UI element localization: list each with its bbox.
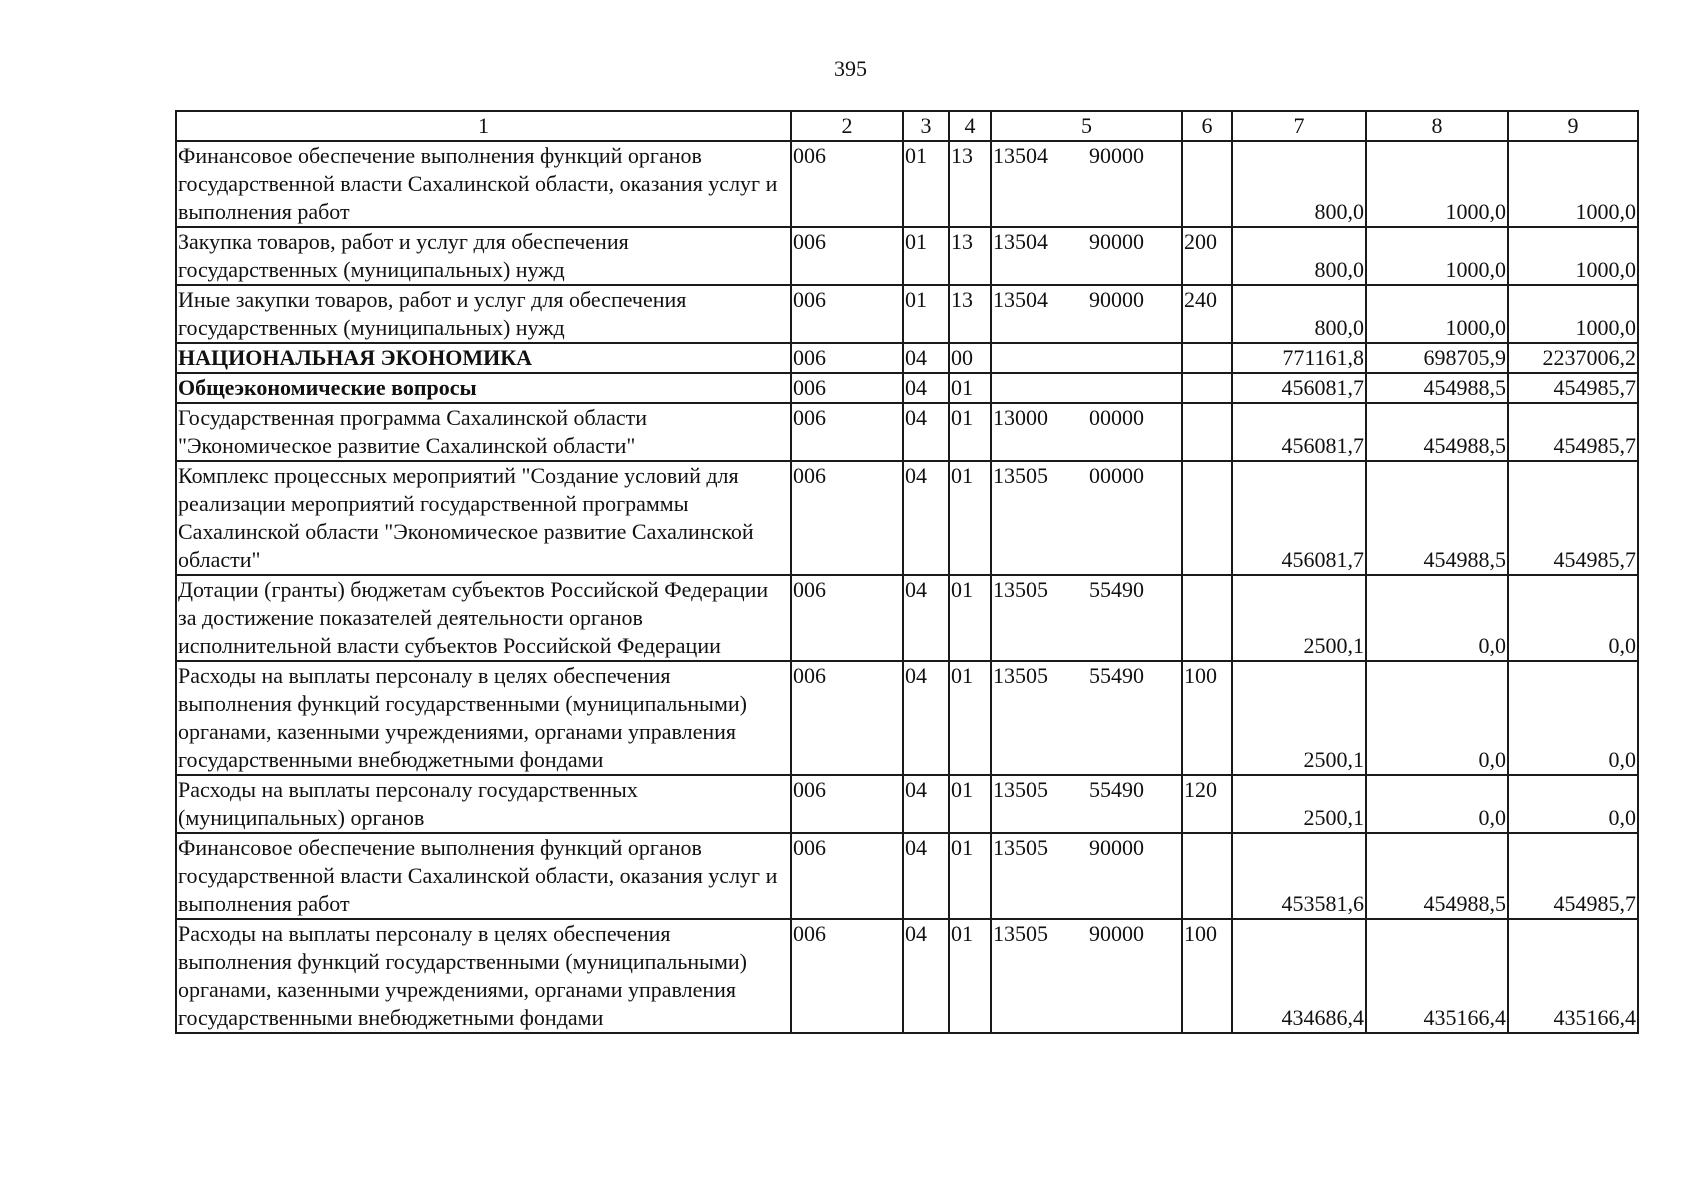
- amount-col-8: 435166,4: [1366, 919, 1508, 1033]
- code-target-program: 13504: [993, 143, 1048, 168]
- code-ministry: 006: [791, 227, 903, 285]
- header-cell: 4: [949, 111, 991, 141]
- code-target-article: [991, 461, 1182, 575]
- amount-col-9: 435166,4: [1508, 919, 1638, 1033]
- code-expense-type: 200: [1182, 227, 1232, 285]
- code-target-article: [991, 373, 1182, 403]
- header-cell: 3: [903, 111, 949, 141]
- code-target-program: 13505: [993, 577, 1048, 602]
- amount-col-7: 456081,7: [1232, 403, 1366, 461]
- code-section: 04: [903, 833, 949, 919]
- amount-col-9: 0,0: [1508, 661, 1638, 775]
- row-name: Комплекс процессных мероприятий "Создание условий для реализации мероприятий государственной программы Сахалинской области "Экономическое развитие Сахалинской области": [176, 461, 791, 575]
- code-section: 01: [903, 285, 949, 343]
- code-subsection: 13: [949, 141, 991, 227]
- code-ministry: 006: [791, 141, 903, 227]
- amount-col-9: 0,0: [1508, 575, 1638, 661]
- code-target-direction: 55490: [1089, 577, 1144, 602]
- amount-col-7: 453581,6: [1232, 833, 1366, 919]
- amount-col-9: 454985,7: [1508, 461, 1638, 575]
- table-row: [176, 919, 1638, 1033]
- code-subsection: 01: [949, 919, 991, 1033]
- code-target-direction: 90000: [1089, 143, 1144, 168]
- code-ministry: 006: [791, 373, 903, 403]
- code-section: 04: [903, 461, 949, 575]
- amount-col-9: 2237006,2: [1508, 343, 1638, 373]
- amount-col-9: 1000,0: [1508, 227, 1638, 285]
- code-section: 04: [903, 919, 949, 1033]
- code-target-direction: 00000: [1089, 463, 1144, 488]
- amount-col-7: 2500,1: [1232, 575, 1366, 661]
- code-target-program: 13505: [993, 777, 1048, 802]
- code-target-program: 13505: [993, 835, 1048, 860]
- table-row: [176, 775, 1638, 833]
- code-expense-type: 120: [1182, 775, 1232, 833]
- amount-col-8: 1000,0: [1366, 227, 1508, 285]
- code-subsection: 01: [949, 775, 991, 833]
- amount-col-8: 1000,0: [1366, 141, 1508, 227]
- amount-col-9: 1000,0: [1508, 141, 1638, 227]
- row-name: Финансовое обеспечение выполнения функций органов государственной власти Сахалинской области, оказания услуг и выполнения работ: [176, 833, 791, 919]
- row-name: НАЦИОНАЛЬНАЯ ЭКОНОМИКА: [176, 343, 791, 373]
- code-subsection: 00: [949, 343, 991, 373]
- header-cell: 2: [791, 111, 903, 141]
- table-row: [176, 575, 1638, 661]
- row-name: Иные закупки товаров, работ и услуг для обеспечения государственных (муниципальных) нужд: [176, 285, 791, 343]
- table-row: [176, 227, 1638, 285]
- code-ministry: 006: [791, 403, 903, 461]
- header-cell: 8: [1366, 111, 1508, 141]
- amount-col-8: 0,0: [1366, 775, 1508, 833]
- amount-col-8: 1000,0: [1366, 285, 1508, 343]
- amount-col-7: 434686,4: [1232, 919, 1366, 1033]
- code-target-article: [991, 575, 1182, 661]
- code-section: 04: [903, 343, 949, 373]
- row-name: Расходы на выплаты персоналу в целях обеспечения выполнения функций государственными (муниципальными) органами, казенными учреждениями, органами управления государственными внебюджетными фондами: [176, 919, 791, 1033]
- code-expense-type: [1182, 403, 1232, 461]
- code-expense-type: [1182, 141, 1232, 227]
- code-subsection: 01: [949, 461, 991, 575]
- row-name: Финансовое обеспечение выполнения функций органов государственной власти Сахалинской области, оказания услуг и выполнения работ: [176, 141, 791, 227]
- code-subsection: 01: [949, 373, 991, 403]
- amount-col-8: 698705,9: [1366, 343, 1508, 373]
- amount-col-7: 800,0: [1232, 285, 1366, 343]
- code-target-program: 13505: [993, 663, 1048, 688]
- code-target-article: [991, 227, 1182, 285]
- amount-col-7: 771161,8: [1232, 343, 1366, 373]
- code-expense-type: [1182, 575, 1232, 661]
- budget-table: [175, 110, 1639, 1034]
- header-cell: 1: [176, 111, 791, 141]
- header-cell: 6: [1182, 111, 1232, 141]
- amount-col-9: 454985,7: [1508, 373, 1638, 403]
- code-target-direction: 55490: [1089, 777, 1144, 802]
- amount-col-7: 800,0: [1232, 141, 1366, 227]
- code-expense-type: [1182, 461, 1232, 575]
- table-row: [176, 461, 1638, 575]
- code-subsection: 01: [949, 661, 991, 775]
- amount-col-7: 2500,1: [1232, 775, 1366, 833]
- code-expense-type: [1182, 373, 1232, 403]
- table-row: [176, 285, 1638, 343]
- code-expense-type: 240: [1182, 285, 1232, 343]
- row-name: Расходы на выплаты персоналу государственных (муниципальных) органов: [176, 775, 791, 833]
- code-target-article: [991, 919, 1182, 1033]
- code-ministry: 006: [791, 919, 903, 1033]
- code-section: 01: [903, 141, 949, 227]
- code-target-article: [991, 343, 1182, 373]
- amount-col-9: 454985,7: [1508, 833, 1638, 919]
- code-target-direction: 90000: [1089, 835, 1144, 860]
- amount-col-9: 1000,0: [1508, 285, 1638, 343]
- amount-col-8: 0,0: [1366, 661, 1508, 775]
- row-name: Дотации (гранты) бюджетам субъектов Российской Федерации за достижение показателей деятельности органов исполнительной власти субъектов Российской Федерации: [176, 575, 791, 661]
- code-target-article: [991, 285, 1182, 343]
- amount-col-7: 800,0: [1232, 227, 1366, 285]
- code-section: 04: [903, 373, 949, 403]
- amount-col-8: 454988,5: [1366, 403, 1508, 461]
- table-row: [176, 141, 1638, 227]
- row-name: Общеэкономические вопросы: [176, 373, 791, 403]
- header-cell: 5: [991, 111, 1182, 141]
- code-ministry: 006: [791, 775, 903, 833]
- code-target-program: 13504: [993, 229, 1048, 254]
- code-target-article: [991, 403, 1182, 461]
- table-row: [176, 343, 1638, 373]
- code-section: 04: [903, 661, 949, 775]
- amount-col-9: 454985,7: [1508, 403, 1638, 461]
- code-target-program: 13000: [993, 405, 1048, 430]
- code-target-program: 13505: [993, 921, 1048, 946]
- amount-col-9: 0,0: [1508, 775, 1638, 833]
- code-target-program: 13505: [993, 463, 1048, 488]
- header-row: [176, 111, 1638, 141]
- code-ministry: 006: [791, 461, 903, 575]
- code-target-direction: 90000: [1089, 229, 1144, 254]
- code-ministry: 006: [791, 285, 903, 343]
- header-cell: 7: [1232, 111, 1366, 141]
- code-target-article: [991, 833, 1182, 919]
- code-subsection: 13: [949, 285, 991, 343]
- amount-col-8: 454988,5: [1366, 461, 1508, 575]
- amount-col-7: 456081,7: [1232, 461, 1366, 575]
- code-target-direction: 90000: [1089, 921, 1144, 946]
- code-ministry: 006: [791, 833, 903, 919]
- amount-col-8: 0,0: [1366, 575, 1508, 661]
- amount-col-7: 456081,7: [1232, 373, 1366, 403]
- code-target-direction: 00000: [1089, 405, 1144, 430]
- table-row: [176, 403, 1638, 461]
- code-ministry: 006: [791, 575, 903, 661]
- table-row: [176, 833, 1638, 919]
- table-row: [176, 661, 1638, 775]
- row-name: Расходы на выплаты персоналу в целях обеспечения выполнения функций государственными (муниципальными) органами, казенными учреждениями, органами управления государственными внебюджетными фондами: [176, 661, 791, 775]
- row-name: Государственная программа Сахалинской области "Экономическое развитие Сахалинской области": [176, 403, 791, 461]
- code-target-direction: 90000: [1089, 287, 1144, 312]
- code-expense-type: [1182, 833, 1232, 919]
- code-subsection: 13: [949, 227, 991, 285]
- code-target-program: 13504: [993, 287, 1048, 312]
- amount-col-8: 454988,5: [1366, 833, 1508, 919]
- code-target-direction: 55490: [1089, 663, 1144, 688]
- amount-col-8: 454988,5: [1366, 373, 1508, 403]
- row-name: Закупка товаров, работ и услуг для обеспечения государственных (муниципальных) нужд: [176, 227, 791, 285]
- page-number: 395: [834, 56, 867, 81]
- header-cell: 9: [1508, 111, 1638, 141]
- code-ministry: 006: [791, 661, 903, 775]
- code-section: 04: [903, 775, 949, 833]
- code-section: 04: [903, 403, 949, 461]
- code-expense-type: 100: [1182, 661, 1232, 775]
- code-target-article: [991, 141, 1182, 227]
- table-row: [176, 373, 1638, 403]
- code-subsection: 01: [949, 833, 991, 919]
- code-expense-type: [1182, 343, 1232, 373]
- code-section: 04: [903, 575, 949, 661]
- code-subsection: 01: [949, 403, 991, 461]
- amount-col-7: 2500,1: [1232, 661, 1366, 775]
- code-subsection: 01: [949, 575, 991, 661]
- code-section: 01: [903, 227, 949, 285]
- code-target-article: [991, 775, 1182, 833]
- code-target-article: [991, 661, 1182, 775]
- code-expense-type: 100: [1182, 919, 1232, 1033]
- code-ministry: 006: [791, 343, 903, 373]
